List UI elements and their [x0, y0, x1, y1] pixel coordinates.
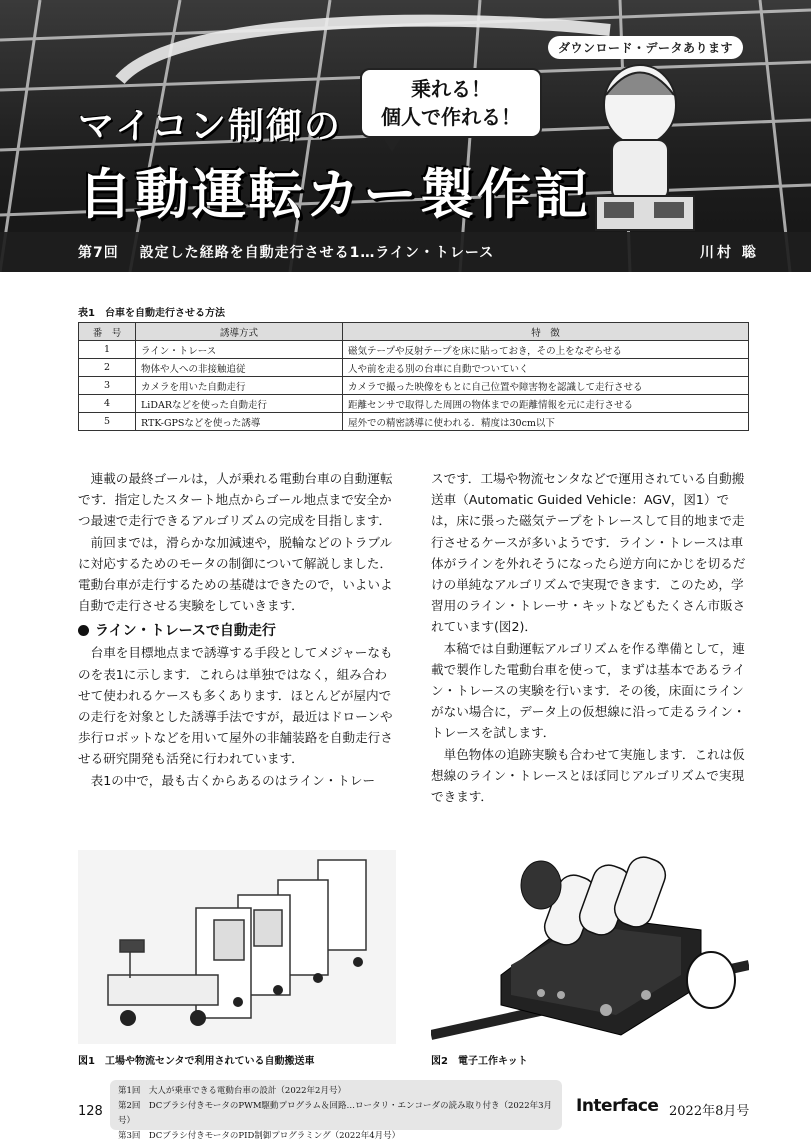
magazine-logo: Interface [576, 1096, 659, 1116]
bubble-line-1: 乗れる！ [411, 77, 491, 101]
title-banner [0, 0, 811, 272]
paragraph: 連載の最終ゴールは，人が乗れる電動台車の自動運転です．指定したスタート地点からゴール地点まで安全かつ最速で走行できるアルゴリズムの完成を目指します． [78, 471, 393, 529]
table-cell: 2 [79, 359, 136, 377]
page-number: 128 [78, 1104, 103, 1119]
column-header: 番 号 [79, 323, 136, 341]
table-caption: 表1 台車を自動走行させる方法 [78, 308, 225, 319]
author-name: 川村 聡 [700, 245, 759, 261]
figure-1-agv-image [78, 850, 396, 1044]
table-cell: 屋外での精密誘導に使われる．精度は30cm以下 [343, 413, 749, 431]
speech-bubble [360, 68, 542, 138]
table-cell: LiDARなどを使った自動走行 [136, 395, 343, 413]
table-cell: RTK-GPSなどを使った誘導 [136, 413, 343, 431]
paragraph: 台車を目標地点まで誘導する手段としてメジャーなものを表1に示します．これらは単独ではなく，組み合わせて使われるケースも多くあります．ほとんどが屋内での走行を対象とした誘導手法ですが，最近はドローンや歩行ロボットなどを用いて屋外の非舗装路を自動走行させる研究開発も活発に行われています． [78, 645, 393, 767]
table-row [79, 377, 749, 395]
table-cell: 1 [79, 341, 136, 359]
methods-table [78, 322, 749, 431]
table-cell: 3 [79, 377, 136, 395]
bullet-icon [78, 625, 89, 636]
download-badge: ダウンロード・データあります [548, 36, 743, 59]
table-cell: ライン・トレース [136, 341, 343, 359]
table-cell: 物体や人への非接触追従 [136, 359, 343, 377]
reference-item: 第1回 大人が乗車できる電動台車の設計（2022年2月号） [118, 1086, 346, 1096]
title-line-2: 自動運転カー製作記 [78, 163, 591, 226]
paragraph: 本稿では自動運転アルゴリズムを作る準備として，連載で製作した電動台車を使って，まずは基本であるライン・トレースの実験を行います．その後，床面にラインがない場合に，データ上の仮想線に沿って走るライン・トレースを試します． [431, 640, 746, 741]
table-cell: カメラを用いた自動走行 [136, 377, 343, 395]
right-column [431, 468, 749, 807]
series-subtitle: 第7回 設定した経路を自動走行させる1…ライン・トレース [78, 245, 495, 261]
table-cell: 5 [79, 413, 136, 431]
reference-item: 第2回 DCブラシ付きモータのPWM駆動プログラム＆回路…ロータリ・エンコーダの読み取り付き（2022年3月号） [118, 1101, 553, 1126]
previous-episodes-box [110, 1080, 562, 1141]
table-row [79, 341, 749, 359]
line-tracer-kit-illustration [431, 845, 749, 1044]
table-header-row [79, 323, 749, 341]
paragraph: 表1の中で，最も古くからあるのはライン・トレー [90, 772, 376, 788]
issue-date: 2022年8月号 [669, 1104, 750, 1119]
table-row [79, 395, 749, 413]
column-header: 誘導方式 [136, 323, 343, 341]
table-row [79, 413, 749, 431]
agv-illustration [78, 850, 396, 1044]
table-row [79, 359, 749, 377]
figure-2-caption: 図2 電子工作キット [431, 1056, 528, 1067]
column-header: 特 徴 [343, 323, 749, 341]
table-cell: 距離センサで取得した周囲の物体までの距離情報を元に走行させる [343, 395, 749, 413]
paragraph: 単色物体の追跡実験も合わせて実施します．これは仮想線のライン・トレースとほぼ同じアルゴリズムで実現できます． [431, 746, 745, 805]
table-cell: 人や前を走る別の台車に自動でついていく [343, 359, 749, 377]
bubble-line-2: 個人で作れる！ [381, 105, 521, 129]
section-heading-text: ライン・トレースで自動走行 [95, 623, 276, 640]
section-heading [78, 620, 396, 642]
figure-2-kit-image [431, 845, 749, 1044]
paragraph: 前回までは，滑らかな加減速や，脱輪などのトラブルに対応するためのモータの制御について解説しました．電動台車が走行するための基礎はできたので，いよいよ自動で走行させる実験をしていきます． [78, 534, 393, 614]
table-cell: 4 [79, 395, 136, 413]
title-line-1: マイコン制御の [78, 106, 342, 147]
rider-illustration [596, 65, 694, 230]
table-cell: 磁気テープや反射テープを床に貼っておき，その上をなぞらせる [343, 341, 749, 359]
left-column [78, 468, 396, 791]
figure-1-caption: 図1 工場や物流センタで利用されている自動搬送車 [78, 1056, 315, 1067]
paragraph: スです．工場や物流センタなどで運用されている自動搬送車（Automatic Guided Vehicle：AGV，図1）では，床に張った磁気テープをトレースして目的地まで走行させるケースが多いようです．ライン・トレースは車体がラインを外れそうになったら逆方向にかじを切るだけの単純なアルゴリズムで実現できます．このため，学習用のライン・トレーサ・キットなどもたくさん市販されています(図2)． [431, 471, 746, 635]
table-cell: カメラで撮った映像をもとに自己位置や障害物を認識して走行させる [343, 377, 749, 395]
reference-item: 第3回 DCブラシ付きモータのPID制御プログラミング（2022年4月号） [118, 1131, 401, 1141]
